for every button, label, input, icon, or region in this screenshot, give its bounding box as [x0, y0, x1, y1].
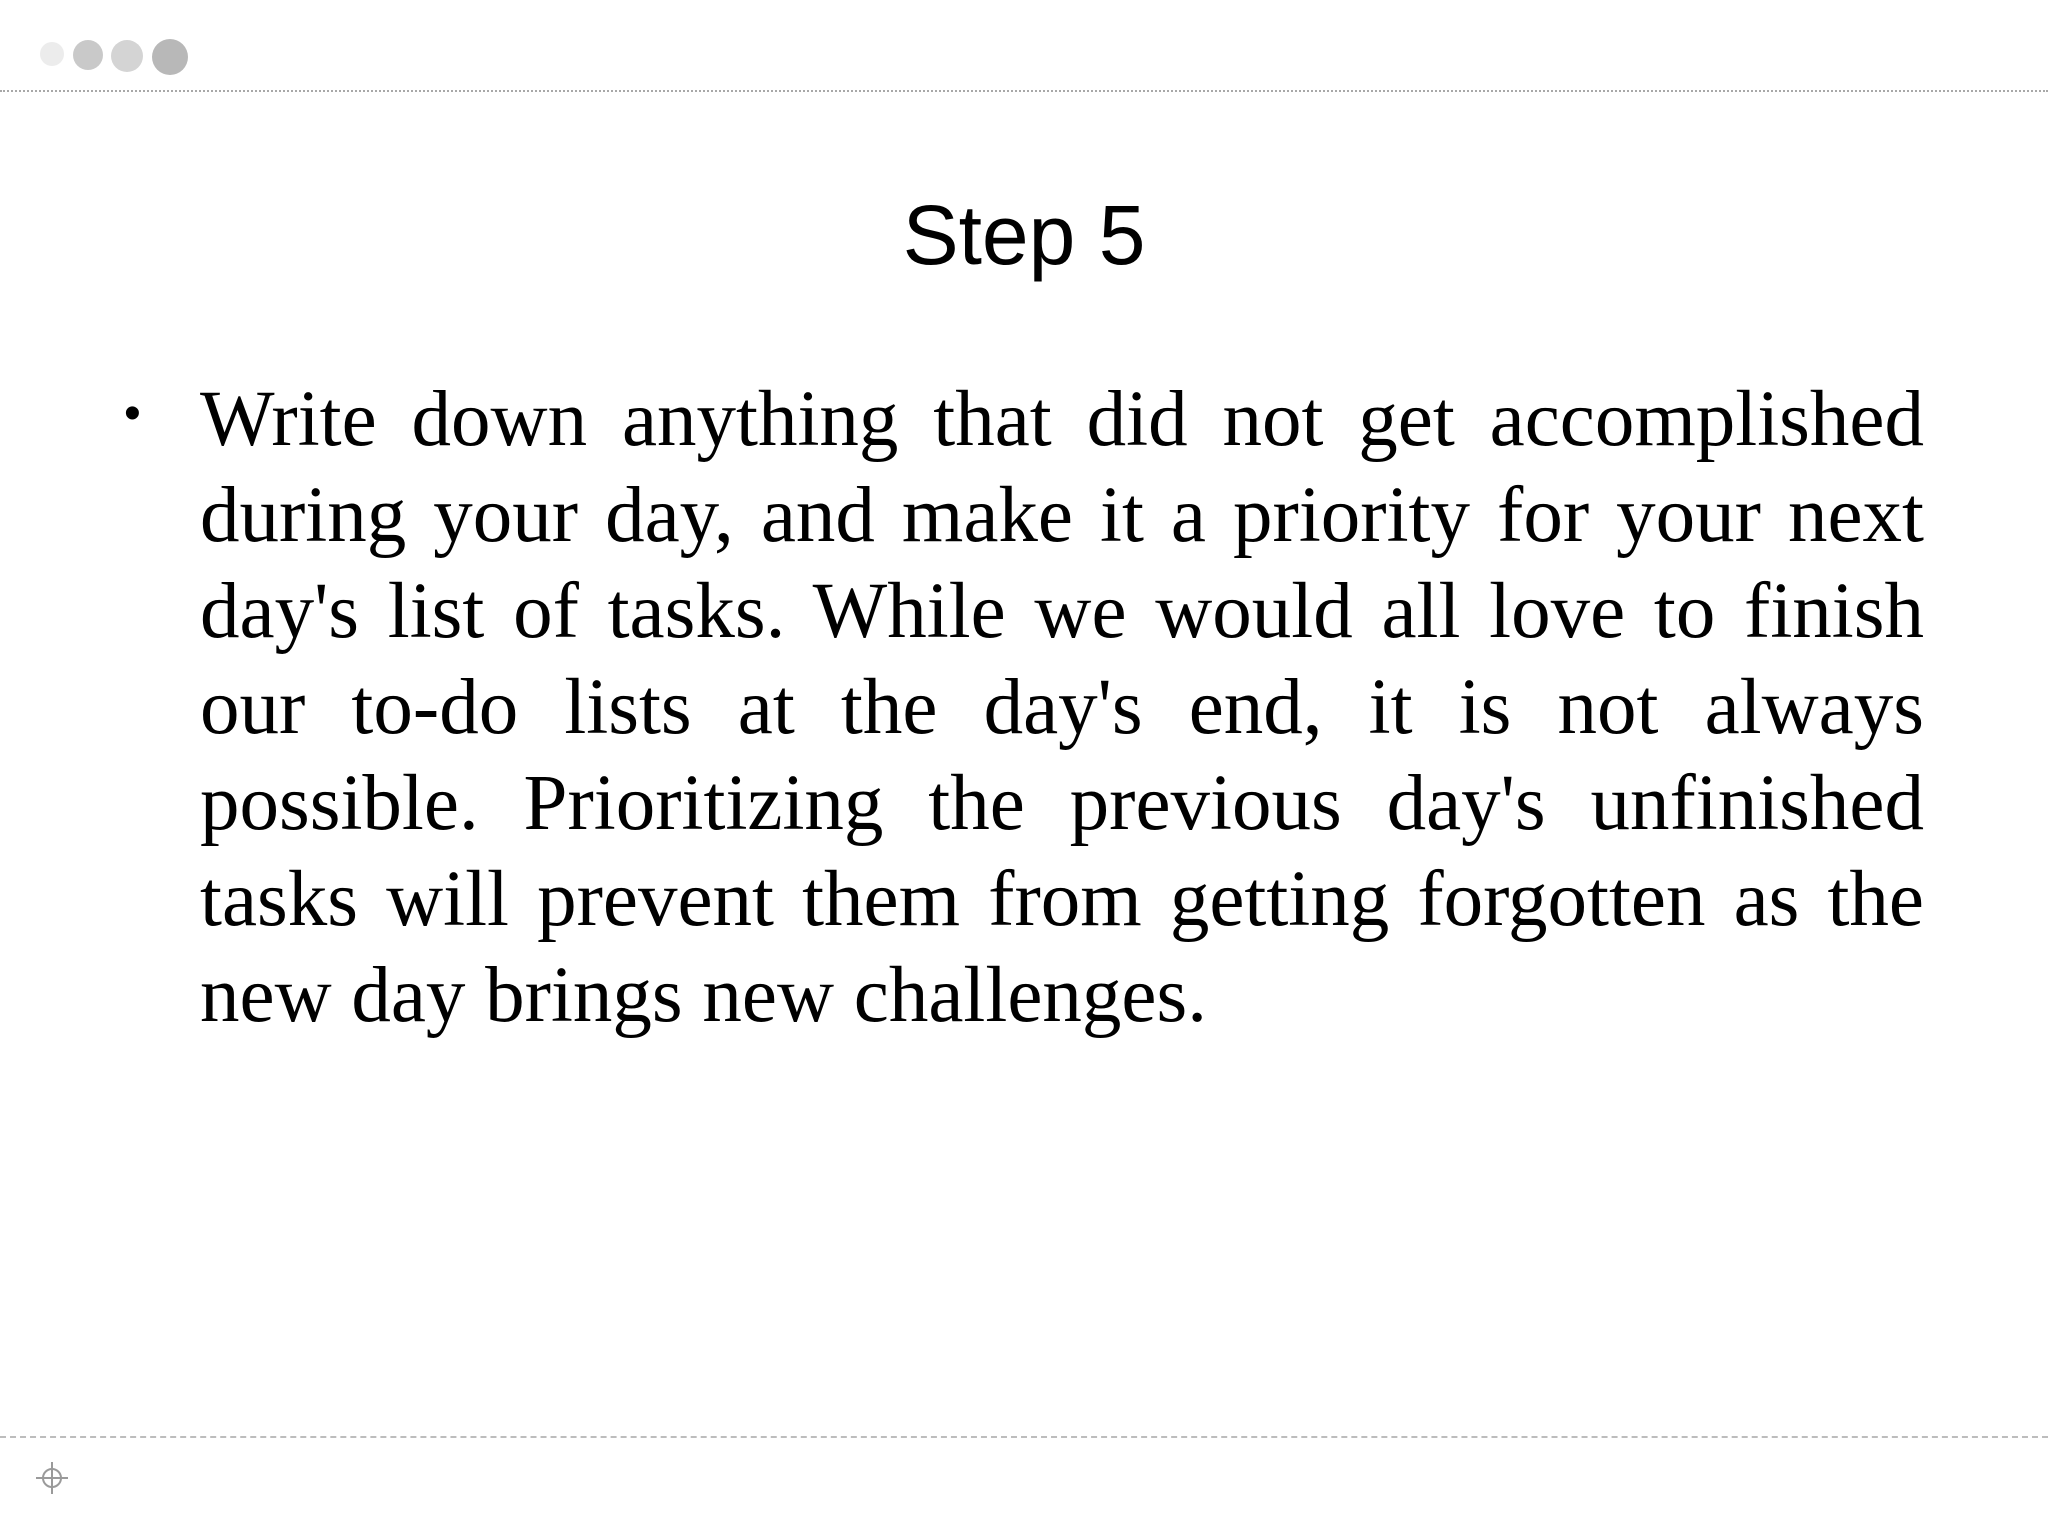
crosshair-icon	[34, 1460, 70, 1496]
decorative-dot	[111, 40, 143, 72]
bullet-icon: •	[124, 387, 141, 440]
bullet-text: Write down anything that did not get accomplished during your day, and make it a priority for your next day's list of tasks. While we would all love to finish our to-do lists at the day's end, it is not always possible. Prioritizing the previous day's unfinished tasks will prevent them from getting forgotten as the new day brings new challenges.	[200, 376, 1924, 1039]
decorative-dot	[152, 39, 188, 75]
slide-body	[120, 372, 1924, 1044]
bullet-item	[120, 372, 1924, 1044]
decorative-dot	[40, 42, 64, 66]
top-divider	[0, 90, 2048, 92]
decorative-dots	[40, 36, 200, 80]
slide-title: Step 5	[902, 188, 1146, 282]
decorative-dot	[73, 40, 103, 70]
bottom-divider	[0, 1436, 2048, 1438]
